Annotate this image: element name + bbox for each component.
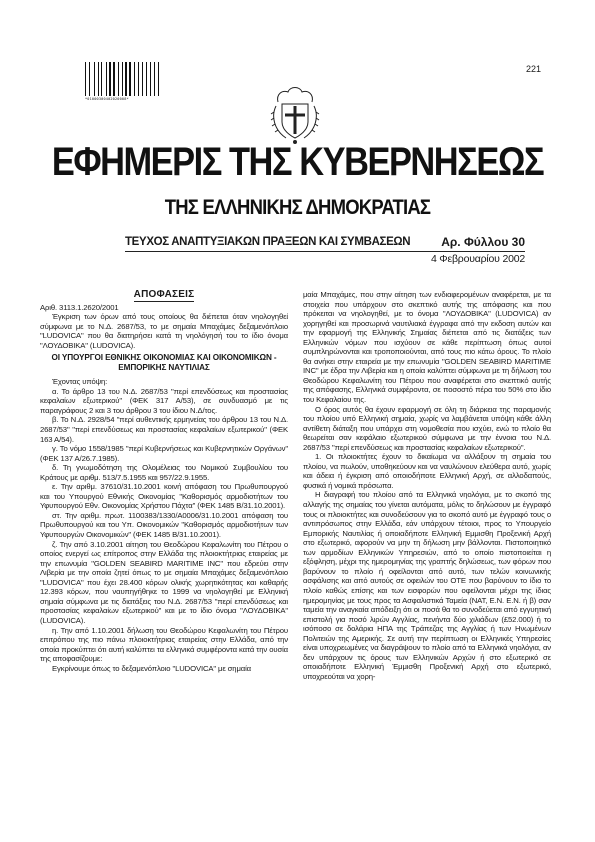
barcode-bar [98,62,99,96]
barcode-image [85,62,161,96]
barcode-bar [152,62,153,96]
barcode-bar [155,62,157,96]
series-bar [125,236,525,252]
paragraph: ζ. Την από 3.10.2001 αίτηση του Θεοδώρου Κεφαλωνίτη του Πέτρου ο οποίος ενεργεί ως επίτροπος στην Ελλάδα της πλοιοκτήτριας εταιρείας με την επωνυμία "GOLDEN SEABIRD MARITIME INC" που εδρεύει στην Λιβερία με την οποία ζητεί όπως το με σημαία Μπαχάμες δεξαμενόπλοιο "LUDOVICA" που έχει 28.400 κόρων ολικής χωρητικότητας και καθαρής 12.393 κόρων, που ναυπηγήθηκε το 1999 να νηολογηθεί με Ελληνική σημαία σύμφωνα με τις διατάξεις του Ν.Δ. 2687/53 "περί επενδύσεως και προστασίας κεφαλαίων εξωτερικού" και με το ίδιο όνομα "ΛΟΥΔΟΒΙΚΑ" (LUDOVICA). [40,539,288,625]
greek-coat-of-arms-icon [268,82,322,146]
barcode-bar [106,62,107,96]
paragraph: δ. Τη γνωμοδότηση της Ολομέλειας του Νομικού Συμβουλίου του Κράτους με αριθμ. 513/7.5.1955 και 957/22.9.1955. [40,463,288,482]
barcode-bar [150,62,151,96]
barcode-bar [132,62,133,96]
barcode-number: *01000300402020008* [85,97,129,101]
barcode-bar [113,62,115,96]
barcode-bar [129,62,131,96]
barcode-bar [103,62,105,96]
paragraph: Η διαγραφή του πλοίου από τα Ελληνικά νηολόγια, με το σκοπό της αλλαγής της σημαίας του γίνεται αυτόματα, μόλις το δηλώσουν με έγγραφό τους οι πλοιοκτήτες και συνοδεύσουν για το σκοπό αυτό με έγγραφό τους ο αντιπρόσωπος στην Ελλάδα, εάν υπάρχουν τέτοιοι, προς το Υπουργείο Εμπορικής Ναυτιλίας ή οποιαδήποτε Ελληνική Εμμισθη Προξενική Αρχή στο εξωτερικό, αφορούν να μην τη δήλωση μην βάλλονται. Πιστοποιητικό των αρμοδίων Ελληνικών Υπηρεσιών, από το οποίο πιστοποιείται η εξόφληση, μέχρι της ημερομηνίας της γραπτής δηλώσεως, των φόρων που βαρύνουν το πλοίο ή οφείλονται από αυτό, των τελών κοινωνικής ασφάλισης και από αυτούς σε οφειλών του ΟΤΕ που βαρύνουν το ίδιο το πλοίο καθώς επίσης και των εισφορών που οφείλονται μέχρι της ίδιας ημερομηνίας με τους προς τα Ασφαλιστικά Ταμεία (ΝΑΤ, Ε.Ν. Ε.Ν. ή β) σαν ταμεία την αναγκαία απόδειξη ότι οι ποσά θα το συνοδεύεται από εγγυητική επιστολή για ποσό λιρών Αγγλίας, πενήντα δύο χιλιάδων (£52.000) ή το ισόποσο σε δολάρια ΗΠΑ της Τράπεζας της Αγγλίας ή των Ηνωμένων Πολιτειών της Αμερικής. Σε αυτή την περίπτωση οι Ελληνικές Υπηρεσίες είναι υποχρεωμένες να διαγράψουν το πλοίο από τα Ελληνικά νηολόγια, αν δεν υπάρχουν τις όρους των Ελληνικών Αρχών ή στο εξωτερικό σε οποιαδήποτε Ελληνική Έμμισθη Προξενική Αρχή στο εξωτερικό, υποχρεούται να χορη- [303,490,551,681]
paragraph: η. Την από 1.10.2001 δήλωση του Θεοδώρου Κεφαλωνίτη του Πέτρου επιτρόπου της πιο πάνω πλοιοκτήτριας εταιρείας στην Ελλάδα, από την οποία προκύπτει ότι αυτή καλύπτει τα ελληνικά συμφέροντα κατά την ουσία της αποφασίζουμε: [40,625,288,664]
barcode-bar [128,62,129,96]
barcode-bar [148,62,149,96]
barcode-bar [158,62,159,96]
paragraph: Ο όρος αυτός θα έχουν εφαρμογή σε όλη τη διάρκεια της παραμονής του πλοίου υπό Ελληνική σημαία, χωρίς να λαμβάνεται υπόψη κάθε άλλη αντίθετη διάταξη που υπάρχει στη νομοθεσία που ισχύει, ενώ το πλοίο θα θεωρείται σαν κεφάλαιο εξωτερικού σύμφωνα με την έννοια του Ν.Δ. 2687/53 "περί επενδύσεως και προστασίας κεφαλαίων εξωτερικού". [303,404,551,452]
having-regard: Έχοντας υπόψη: [52,377,108,387]
barcode-bar [146,62,147,96]
barcode-bar [142,62,143,96]
barcode-bar [109,62,110,96]
paragraph: α. Το άρθρο 13 του Ν.Δ. 2687/53 "περί επενδύσεως και προστασίας κεφαλαίων εξωτερικού" (ΦΕΚ 317 Α/53), σε συνδυασμό με τις παραγράφους 2 και 3 του άρθρου 3 του ίδιου Ν.Δ/τος. [40,386,288,415]
barcode-bar [94,62,95,96]
barcode-bar [122,62,123,96]
paragraph: στ. Την αριθμ. πρωτ. 1100383/1330/Α0006/31.10.2001 απόφαση του Πρωθυπουργού και του Υπ. Οικονομικών "Καθορισμός αρμοδιοτήτων των Υφυπουργών Οικονομικών" (ΦΕΚ 1485 Β/31.10.2001). [40,510,288,540]
barcode-bar [138,62,139,96]
barcode-bar [120,62,121,96]
barcode-bar [89,62,90,96]
barcode-bar [139,62,140,96]
barcode-bar [95,62,96,96]
gazette-subtitle: ΤΗΣ ΕΛΛΗΝΙΚΗΣ ΔΗΜΟΚΡΑΤΙΑΣ [164,196,431,219]
paragraph: β. Το Ν.Δ. 2928/54 "περί αυθεντικής ερμηνείας του άρθρου 13 του Ν.Δ. 2687/53" "περί επενδύσεως και προστασίας κεφαλαίων εξωτερικού" (ΦΕΚ 163 Α/54). [40,415,288,444]
barcode-bar [112,62,113,96]
barcode-bar [136,62,137,96]
barcode-bar [143,62,145,96]
barcode-bar [108,62,109,96]
series-title: ΤΕΥΧΟΣ ΑΝΑΠΤΥΞΙΑΚΩΝ ΠΡΑΞΕΩΝ ΚΑΙ ΣΥΜΒΑΣΕΩΝ [125,236,411,248]
page-number: 221 [525,64,541,74]
paragraph: 1. Οι πλοιοκτήτες έχουν το δικαίωμα να αλλάξουν τη σημαία του πλοίου, να πωλούν, υποθηκεύουν και να ναυλώνουν ελεύθερα αυτό, χωρίς και άδεια ή έγκριση από οποιοδήποτε Ελληνική Αρχή, σε αλλοδαπούς, φυσικά ή νομικά πρόσωπα. [303,452,551,490]
barcode-bar [116,62,117,96]
barcode-bar [134,62,135,96]
barcode-bar [125,62,126,96]
paragraph: μαία Μπαχάμες, που στην αίτηση των ενδιαφερομένων αναφέρεται, με τα στοιχεία που υπάρχουν στο σκεπτικό αυτής της απόφασης και που πρόκειται να νηολογηθεί, με το όνομα "ΛΟΥΔΟΒΙΚΑ" (LUDOVICA) αν χορηγηθεί και προσωρινά ναυτιλιακά έγγραφα από την εκδοση αυτών και την εφαρμογή της Ελληνικής Σημαίας διέπεται από τις διατάξεις των Ελληνικών νόμων που ισχύουν σε κάθε περίπτωση όπως αυτοί συμπληρώνονται και τροποποιούνται, από τους πιο κάτω όρους. Το πλοίο θα ανήκει στην εταιρεία με την επωνυμία "GOLDEN SEABIRD MARITIME INC" με έδρα την Λιβερία και η οποία καλύπτει σύμφωνα με τη δήλωση του Θεοδώρου Κεφαλωνίτη του Πέτρου που αναφέρεται στο σκεπτικό αυτής της απόφασης, Ελληνικά συμφέροντα, σε ποσοστό πέρα του 50% στο ίδιο του Κεφαλαίου της. [303,290,551,405]
right-column [303,290,551,681]
barcode-bar [99,62,100,96]
paragraph: ε. Την αριθμ. 37610/31.10.2001 κοινή απόφαση του Πρωθυπουργού και του Υπουργού Εθνικής Οικονομίας "Καθορισμός αρμοδιοτήτων του Υφυπουργού Εθν. Οικονομίας Χρήστου Πάχτα" (ΦΕΚ 1485 Β/31.10.2001). [40,482,288,511]
decision-subject: Έγκριση των όρων από τους οποίους θα διέπεται όταν νηολογηθεί σύμφωνα με το Ν.Δ. 2687/53, το με σημαία Μπαχάμες δεξαμενόπλοιο "LUDOVICA" που θα διατηρήσει κατά τη νηολόγησή του το ίδιο όνομα "ΛΟΥΔΟΒΙΚΑ" (LUDOVICA). [40,312,288,350]
gazette-title: ΕΦΗΜΕΡΙΣ ΤΗΣ ΚΥΒΕΡΝΗΣΕΩΣ [51,140,544,184]
ministers-heading: ΟΙ ΥΠΟΥΡΓΟΙ ΕΘΝΙΚΗΣ ΟΙΚΟΝΟΜΙΑΣ ΚΑΙ ΟΙΚΟΝΟΜΙΚΩΝ - ΕΜΠΟΡΙΚΗΣ ΝΑΥΤΙΛΙΑΣ [51,353,277,373]
sheet-number: Αρ. Φύλλου 30 [441,235,525,249]
barcode-bar [91,62,93,96]
section-title: ΑΠΟΦΑΣΕΙΣ [133,289,195,300]
paragraph: Εγκρίνουμε όπως το δεξαμενόπλοιο "LUDOVICA" με σημαία [52,663,252,673]
decision-number: Αριθ. 3113.1.2620/2001 [40,302,119,312]
barcode-bar [118,62,119,96]
left-column [40,290,288,673]
paragraph: γ. Το νόμο 1558/1985 "περί Κυβερνήσεως και Κυβερνητικών Οργάνων" (ΦΕΚ 137 Α/26.7.1985). [40,444,288,463]
barcode-bar [101,62,102,96]
barcode-bar [85,62,86,96]
barcode-bar [87,62,88,96]
barcode-bar [160,62,161,96]
barcode-bar [124,62,125,96]
barcode-bar [154,62,155,96]
issue-date: 4 Φεβρουαρίου 2002 [430,253,525,265]
